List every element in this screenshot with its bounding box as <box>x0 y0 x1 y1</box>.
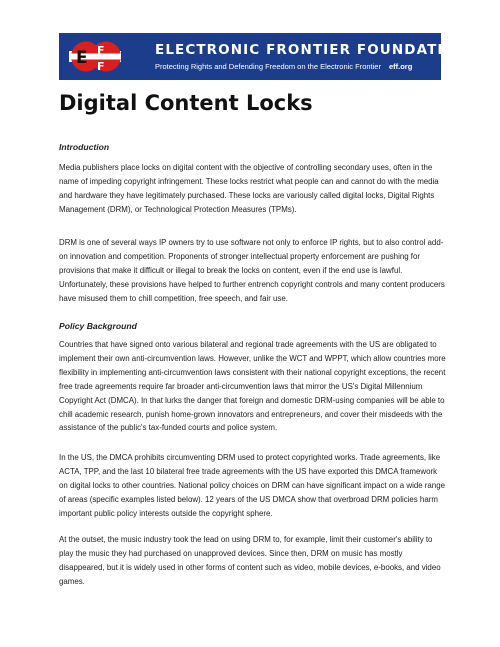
tagline-text: Protecting Rights and Defending Freedom on the Electronic Frontier <box>155 62 381 71</box>
paragraph-policy-3: At the outset, the music industry took the lead on using DRM to, for example, limit their customer's ability to play the music they had purchased on unapproved devices. Since then, DRM on music has mostly disappeared, but it is widely used in other forms of content such as video, mobile devices, e-books, and video games. <box>59 535 441 586</box>
svg-text:F: F <box>97 44 105 57</box>
document-title: Digital Content Locks <box>59 91 313 115</box>
eff-logo <box>67 37 123 76</box>
section-heading-introduction: Introduction <box>59 142 110 152</box>
paragraph-policy-1: Countries that have signed onto various bilateral and regional trade agreements with the US are obligated to implement their own anti-circumvention laws. However, unlike the WCT and WPPT, which allow countries more flexibility in implementing anti-circumvention laws consistent with their national copyright exceptions, the recent free trade agreements require far broader anti-circumvention laws that mirror the US's Digital Millennium Copyright Act (DMCA). In that lurks the danger that foreign and domestic DRM-using companies will be able to chill academic research, punish home-grown innovators and entrepreneurs, and cover their misdeeds with the assistance of the public's tax-funded courts and police system. <box>59 340 446 433</box>
eff-header-banner <box>59 33 469 80</box>
svg-text:E: E <box>76 48 88 68</box>
section-heading-policy-background: Policy Background <box>59 321 137 331</box>
paragraph-intro-1: Media publishers place locks on digital content with the objective of controlling secondary uses, often in the name of impeding copyright infringement. These locks restrict what people can and cannot do with the media and hardware they have legitimately purchased. These locks are variously called digital locks, Digital Rights Management (DRM), or Technological Protection Measures (TPMs). <box>59 163 439 214</box>
org-name: ELECTRONIC FRONTIER FOUNDATION <box>155 42 469 58</box>
svg-text:F: F <box>97 60 105 73</box>
paragraph-intro-2: DRM is one of several ways IP owners try to use software not only to enforce IP rights, but to also control add-on innovation and competition. Proponents of stronger intellectual property enforcement are pushing for provisions that make it difficult or illegal to break the locks on content, even if the end use is lawful. Unfortunately, these provisions have helped to further entrench copyright controls and many content producers have misused them to chill competition, free speech, and fair use. <box>59 238 445 303</box>
paragraph-policy-2: In the US, the DMCA prohibits circumventing DRM used to protect copyrighted works. Trade agreements, like ACTA, TPP, and the last 10 bilateral free trade agreements with the US have exported this DMCA framework on digital locks to other countries. National policy choices on DRM can have significant impact on a wide range of areas (specific examples listed below). 12 years of the US DMCA show that overbroad DRM policies harm important public policy interests outside the copyright sphere. <box>59 453 445 518</box>
org-tagline <box>155 62 412 71</box>
site-link[interactable]: eff.org <box>388 62 413 71</box>
